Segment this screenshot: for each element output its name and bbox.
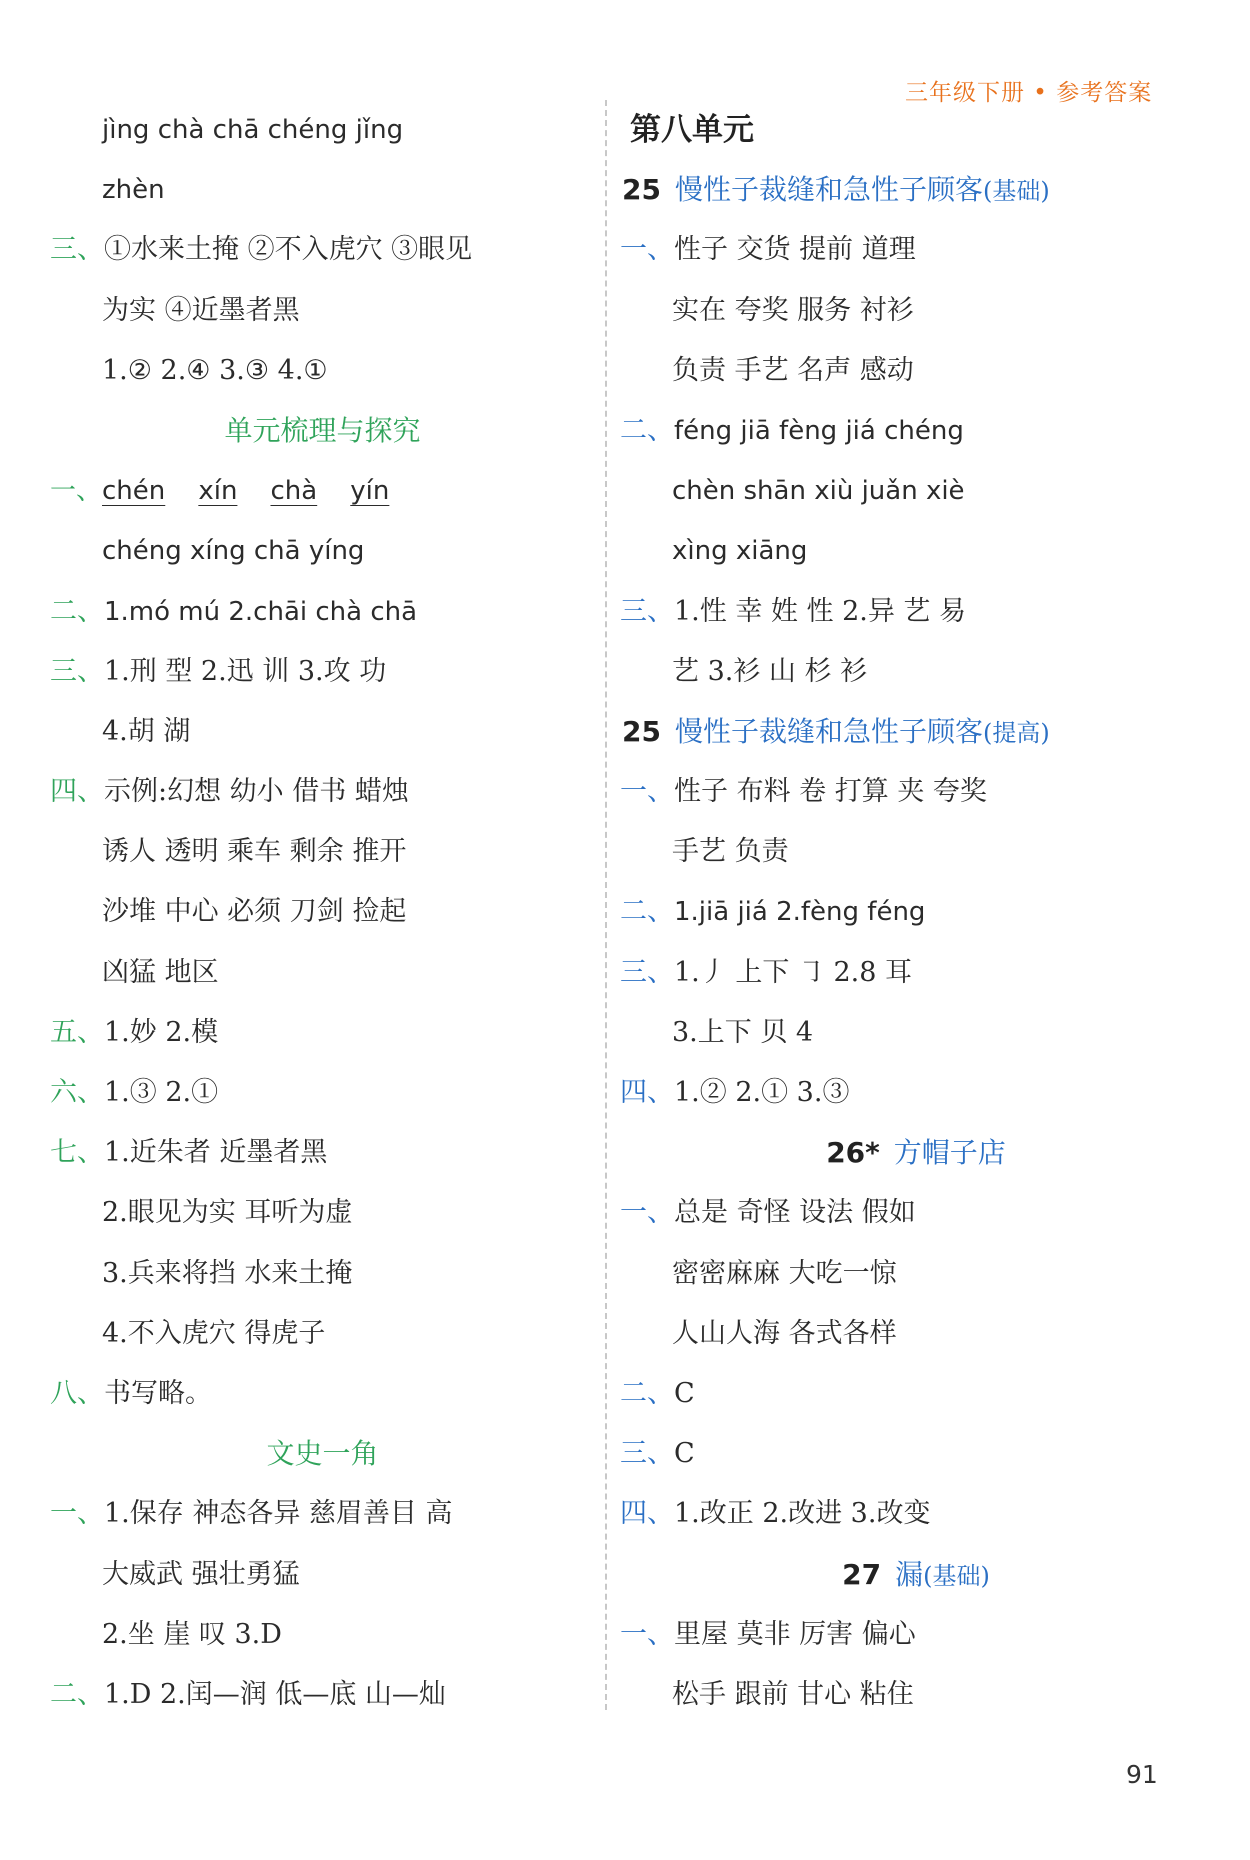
answer-text: 1.保存 神态各异 慈眉善目 高 xyxy=(104,1498,453,1530)
lesson-number: 25 xyxy=(622,173,661,207)
answer-line: 密密麻麻 大吃一惊 xyxy=(672,1257,897,1289)
lesson-level: (基础) xyxy=(923,1561,990,1590)
answer-line: 负责 手艺 名声 感动 xyxy=(672,354,914,386)
page-number: 91 xyxy=(1126,1760,1158,1789)
answer-text: féng jiā fèng jiá chéng xyxy=(674,415,964,446)
answer-text: C xyxy=(674,1377,695,1409)
underlined-pinyin: xín xyxy=(198,476,238,507)
answer-text: ①水来土掩 ②不入虎穴 ③眼见 xyxy=(104,234,473,266)
lesson-number: 25 xyxy=(622,714,661,748)
answer-text: 书写略。 xyxy=(104,1377,212,1409)
question-number: 三、 xyxy=(50,655,104,687)
answer-line: zhèn xyxy=(102,175,165,206)
answer-line: chéng xíng chā yíng xyxy=(102,536,365,567)
answer-line xyxy=(620,1183,1210,1243)
answer-line: 实在 夸奖 服务 衬衫 xyxy=(672,294,914,326)
answer-line: 3.兵来将挡 水来土掩 xyxy=(102,1257,353,1289)
page-header-title: 三年级下册 • 参考答案 xyxy=(905,80,1153,106)
answer-line xyxy=(50,1665,595,1725)
answer-line xyxy=(50,220,595,280)
section-title: 文史一角 xyxy=(266,1437,379,1471)
lesson-level: (基础) xyxy=(982,177,1050,206)
answer-text: 1.刑 型 2.迅 训 3.攻 功 xyxy=(104,655,387,687)
answer-text: C xyxy=(674,1438,695,1470)
answer-text: 里屋 莫非 厉害 偏心 xyxy=(674,1618,916,1650)
answer-text: 1.mó mú 2.chāi chà chā xyxy=(104,596,418,627)
answer-line xyxy=(50,1364,595,1424)
section-title: 单元梳理与探究 xyxy=(224,413,421,447)
question-number: 一、 xyxy=(620,1618,674,1650)
right-column xyxy=(620,100,1210,1725)
question-number: 二、 xyxy=(50,1678,104,1710)
question-number: 一、 xyxy=(50,476,103,507)
question-number: 七、 xyxy=(50,1137,104,1169)
column-divider xyxy=(605,100,607,1710)
question-number: 四、 xyxy=(50,776,104,808)
answer-line xyxy=(50,1063,595,1123)
answer-text: 1.D 2.闰—润 低—底 山—灿 xyxy=(104,1678,446,1710)
lesson-name: 慢性子裁缝和急性子顾客 xyxy=(674,173,983,207)
question-number: 一、 xyxy=(620,234,674,266)
answer-line xyxy=(620,762,1210,822)
lesson-number: 26* xyxy=(826,1136,880,1170)
lesson-title xyxy=(620,160,1210,220)
answer-line xyxy=(620,1424,1210,1484)
answer-line: 4.不入虎穴 得虎子 xyxy=(102,1317,326,1349)
question-number: 四、 xyxy=(620,1077,674,1108)
question-number: 五、 xyxy=(50,1016,104,1048)
answer-line xyxy=(620,1605,1210,1665)
answer-line: 手艺 负责 xyxy=(672,836,789,868)
answer-text: 性子 布料 卷 打算 夹 夸奖 xyxy=(674,776,987,808)
answer-text: 1.改正 2.改进 3.改变 xyxy=(674,1498,931,1530)
answer-text: 1.近朱者 近墨者黑 xyxy=(104,1137,328,1169)
answer-line: 3.上下 贝 4 xyxy=(672,1016,814,1048)
lesson-name: 慢性子裁缝和急性子顾客 xyxy=(674,714,983,748)
answer-line xyxy=(620,882,1210,942)
lesson-name: 漏 xyxy=(895,1557,924,1591)
answer-line xyxy=(50,762,595,822)
lesson-name: 方帽子店 xyxy=(893,1136,1006,1170)
answer-line xyxy=(620,1484,1210,1544)
answer-line xyxy=(50,1123,595,1183)
lesson-title xyxy=(620,1123,1210,1183)
answer-line: 沙堆 中心 必须 刀剑 捡起 xyxy=(102,896,407,928)
answer-line: 人山人海 各式各样 xyxy=(672,1317,897,1349)
answer-text: 1.jiā jiá 2.fèng féng xyxy=(674,897,926,928)
answer-text: 1.妙 2.模 xyxy=(104,1016,219,1048)
answer-line: 松手 跟前 甘心 粘住 xyxy=(672,1678,914,1710)
question-number: 三、 xyxy=(620,1438,674,1470)
answer-text: 1.性 幸 姓 性 2.异 艺 易 xyxy=(674,595,967,627)
question-number: 三、 xyxy=(620,595,674,627)
question-number: 二、 xyxy=(50,595,104,627)
answer-line xyxy=(620,1364,1210,1424)
question-number: 一、 xyxy=(620,776,674,808)
answer-line xyxy=(50,642,595,702)
underlined-pinyin: chà xyxy=(270,476,318,507)
question-number: 三、 xyxy=(620,956,674,988)
question-number: 二、 xyxy=(620,1377,674,1409)
answer-line: 艺 3.衫 山 杉 衫 xyxy=(672,655,868,687)
lesson-title xyxy=(620,1545,1210,1605)
question-number: 二、 xyxy=(620,896,674,928)
answer-line xyxy=(50,461,595,521)
answer-line: jìng chà chā chéng jǐng xyxy=(102,115,404,145)
unit-title: 第八单元 xyxy=(630,112,754,148)
lesson-title xyxy=(620,702,1210,762)
answer-line: 诱人 透明 乘车 剩余 推开 xyxy=(102,836,407,868)
answer-text: 总是 奇怪 设法 假如 xyxy=(674,1197,916,1229)
answer-line: 4.胡 湖 xyxy=(102,715,191,747)
answer-text: 1.丿 上下 ㇆ 2.8 耳 xyxy=(674,956,913,988)
answer-text: 示例:幻想 幼小 借书 蜡烛 xyxy=(104,776,409,808)
answer-line xyxy=(50,582,595,642)
question-number: 一、 xyxy=(50,1498,104,1530)
answer-line xyxy=(620,582,1210,642)
answer-line: 2.坐 崖 叹 3.D xyxy=(102,1618,282,1650)
answer-text: 1.③ 2.① xyxy=(104,1077,219,1108)
underlined-pinyin: chén xyxy=(102,476,166,507)
question-number: 六、 xyxy=(50,1077,104,1108)
question-number: 二、 xyxy=(620,414,674,446)
answer-line xyxy=(620,220,1210,280)
lesson-level: (提高) xyxy=(982,718,1050,747)
answer-line xyxy=(620,943,1210,1003)
underlined-pinyin: yín xyxy=(350,476,390,507)
question-number: 八、 xyxy=(50,1377,104,1409)
answer-line: xìng xiāng xyxy=(672,536,808,567)
answer-line: 2.眼见为实 耳听为虚 xyxy=(102,1197,353,1229)
question-number: 三、 xyxy=(50,234,104,266)
answer-line xyxy=(620,1063,1210,1123)
answer-line: 为实 ④近墨者黑 xyxy=(102,294,300,326)
answer-line xyxy=(50,1484,595,1544)
lesson-number: 27 xyxy=(842,1557,882,1591)
answer-line: 1.② 2.④ 3.③ 4.① xyxy=(102,354,328,386)
question-number: 四、 xyxy=(620,1498,674,1530)
answer-line: 凶猛 地区 xyxy=(102,956,219,988)
answer-text: 1.② 2.① 3.③ xyxy=(674,1077,850,1108)
left-column xyxy=(50,100,595,1725)
question-number: 一、 xyxy=(620,1197,674,1229)
answer-text: 性子 交货 提前 道理 xyxy=(674,234,916,266)
answer-line: chèn shān xiù juǎn xiè xyxy=(672,476,965,507)
answer-line xyxy=(50,1003,595,1063)
answer-line xyxy=(620,401,1210,461)
answer-line: 大威武 强壮勇猛 xyxy=(102,1558,300,1590)
